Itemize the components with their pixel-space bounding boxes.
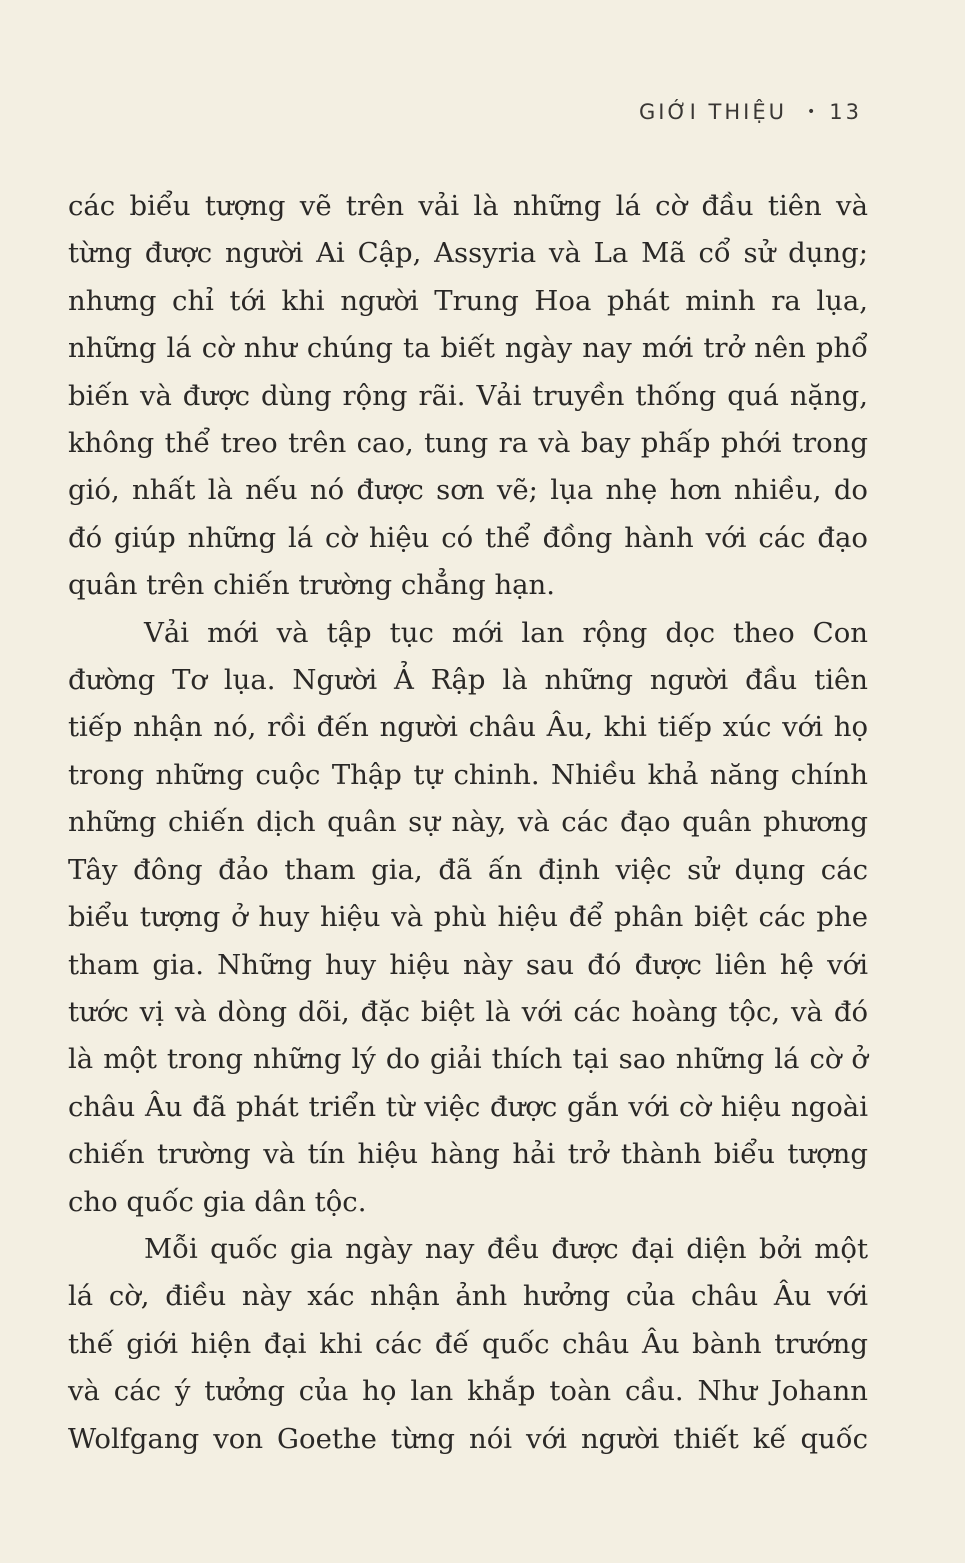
text-line: tước vị và dòng dõi, đặc biệt là với các hoàng tộc, và đó [68,995,868,1028]
text-line: biến và được dùng rộng rãi. Vải truyền thống quá nặng, [68,379,868,412]
text-line: gió, nhất là nếu nó được sơn vẽ; lụa nhẹ hơn nhiều, do [68,474,868,507]
text-line: quân trên chiến trường chẳng hạn. [68,569,556,602]
text-line: lá cờ, điều này xác nhận ảnh hưởng của châu Âu với [68,1280,868,1313]
text-line: chiến trường và tín hiệu hàng hải trở thành biểu tượng [68,1138,868,1171]
text-line: những lá cờ như chúng ta biết ngày nay mới trở nên phổ [68,332,868,365]
text-line: trong những cuộc Thập tự chinh. Nhiều khả năng chính [68,758,868,791]
paragraph [68,1226,868,1463]
text-line: nhưng chỉ tới khi người Trung Hoa phát minh ra lụa, [68,284,868,317]
text-line: châu Âu đã phát triển từ việc được gắn với cờ hiệu ngoài [68,1090,868,1123]
body-text [68,183,868,1463]
bullet-separator: • [807,104,816,120]
text-line: những chiến dịch quân sự này, và các đạo quân phương [68,806,868,839]
text-line: tham gia. Những huy hiệu này sau đó được liên hệ với [68,948,868,981]
text-line: thế giới hiện đại khi các đế quốc châu Âu bành trướng [68,1327,868,1360]
text-line: các biểu tượng vẽ trên vải là những lá cờ đầu tiên và [68,190,868,222]
text-line: đường Tơ lụa. Người Ả Rập là những người đầu tiên [68,664,868,697]
page-number: 13 [829,100,862,124]
text-line: và các ý tưởng của họ lan khắp toàn cầu. Như Johann [68,1375,868,1408]
text-line: tiếp nhận nó, rồi đến người châu Âu, khi tiếp xúc với họ [68,711,868,744]
running-header [639,100,862,124]
paragraph [68,610,868,1226]
text-line: từng được người Ai Cập, Assyria và La Mã cổ sử dụng; [68,237,868,270]
text-line: biểu tượng ở huy hiệu và phù hiệu để phân biệt các phe [68,901,868,934]
text-line: Mỗi quốc gia ngày nay đều được đại diện bởi một [144,1232,868,1265]
text-line: không thể treo trên cao, tung ra và bay phấp phới trong [68,427,868,460]
section-title: GIỚI THIỆU [639,100,787,124]
text-line: Tây đông đảo tham gia, đã ấn định việc sử dụng các [68,853,868,886]
text-line: đó giúp những lá cờ hiệu có thể đồng hành với các đạo [68,521,868,554]
text-line: Vải mới và tập tục mới lan rộng dọc theo Con [144,616,868,649]
text-line: Wolfgang von Goethe từng nói với người thiết kế quốc [68,1422,868,1455]
text-line: cho quốc gia dân tộc. [68,1185,367,1218]
paragraph [68,183,868,610]
text-line: là một trong những lý do giải thích tại sao những lá cờ ở [68,1043,868,1076]
